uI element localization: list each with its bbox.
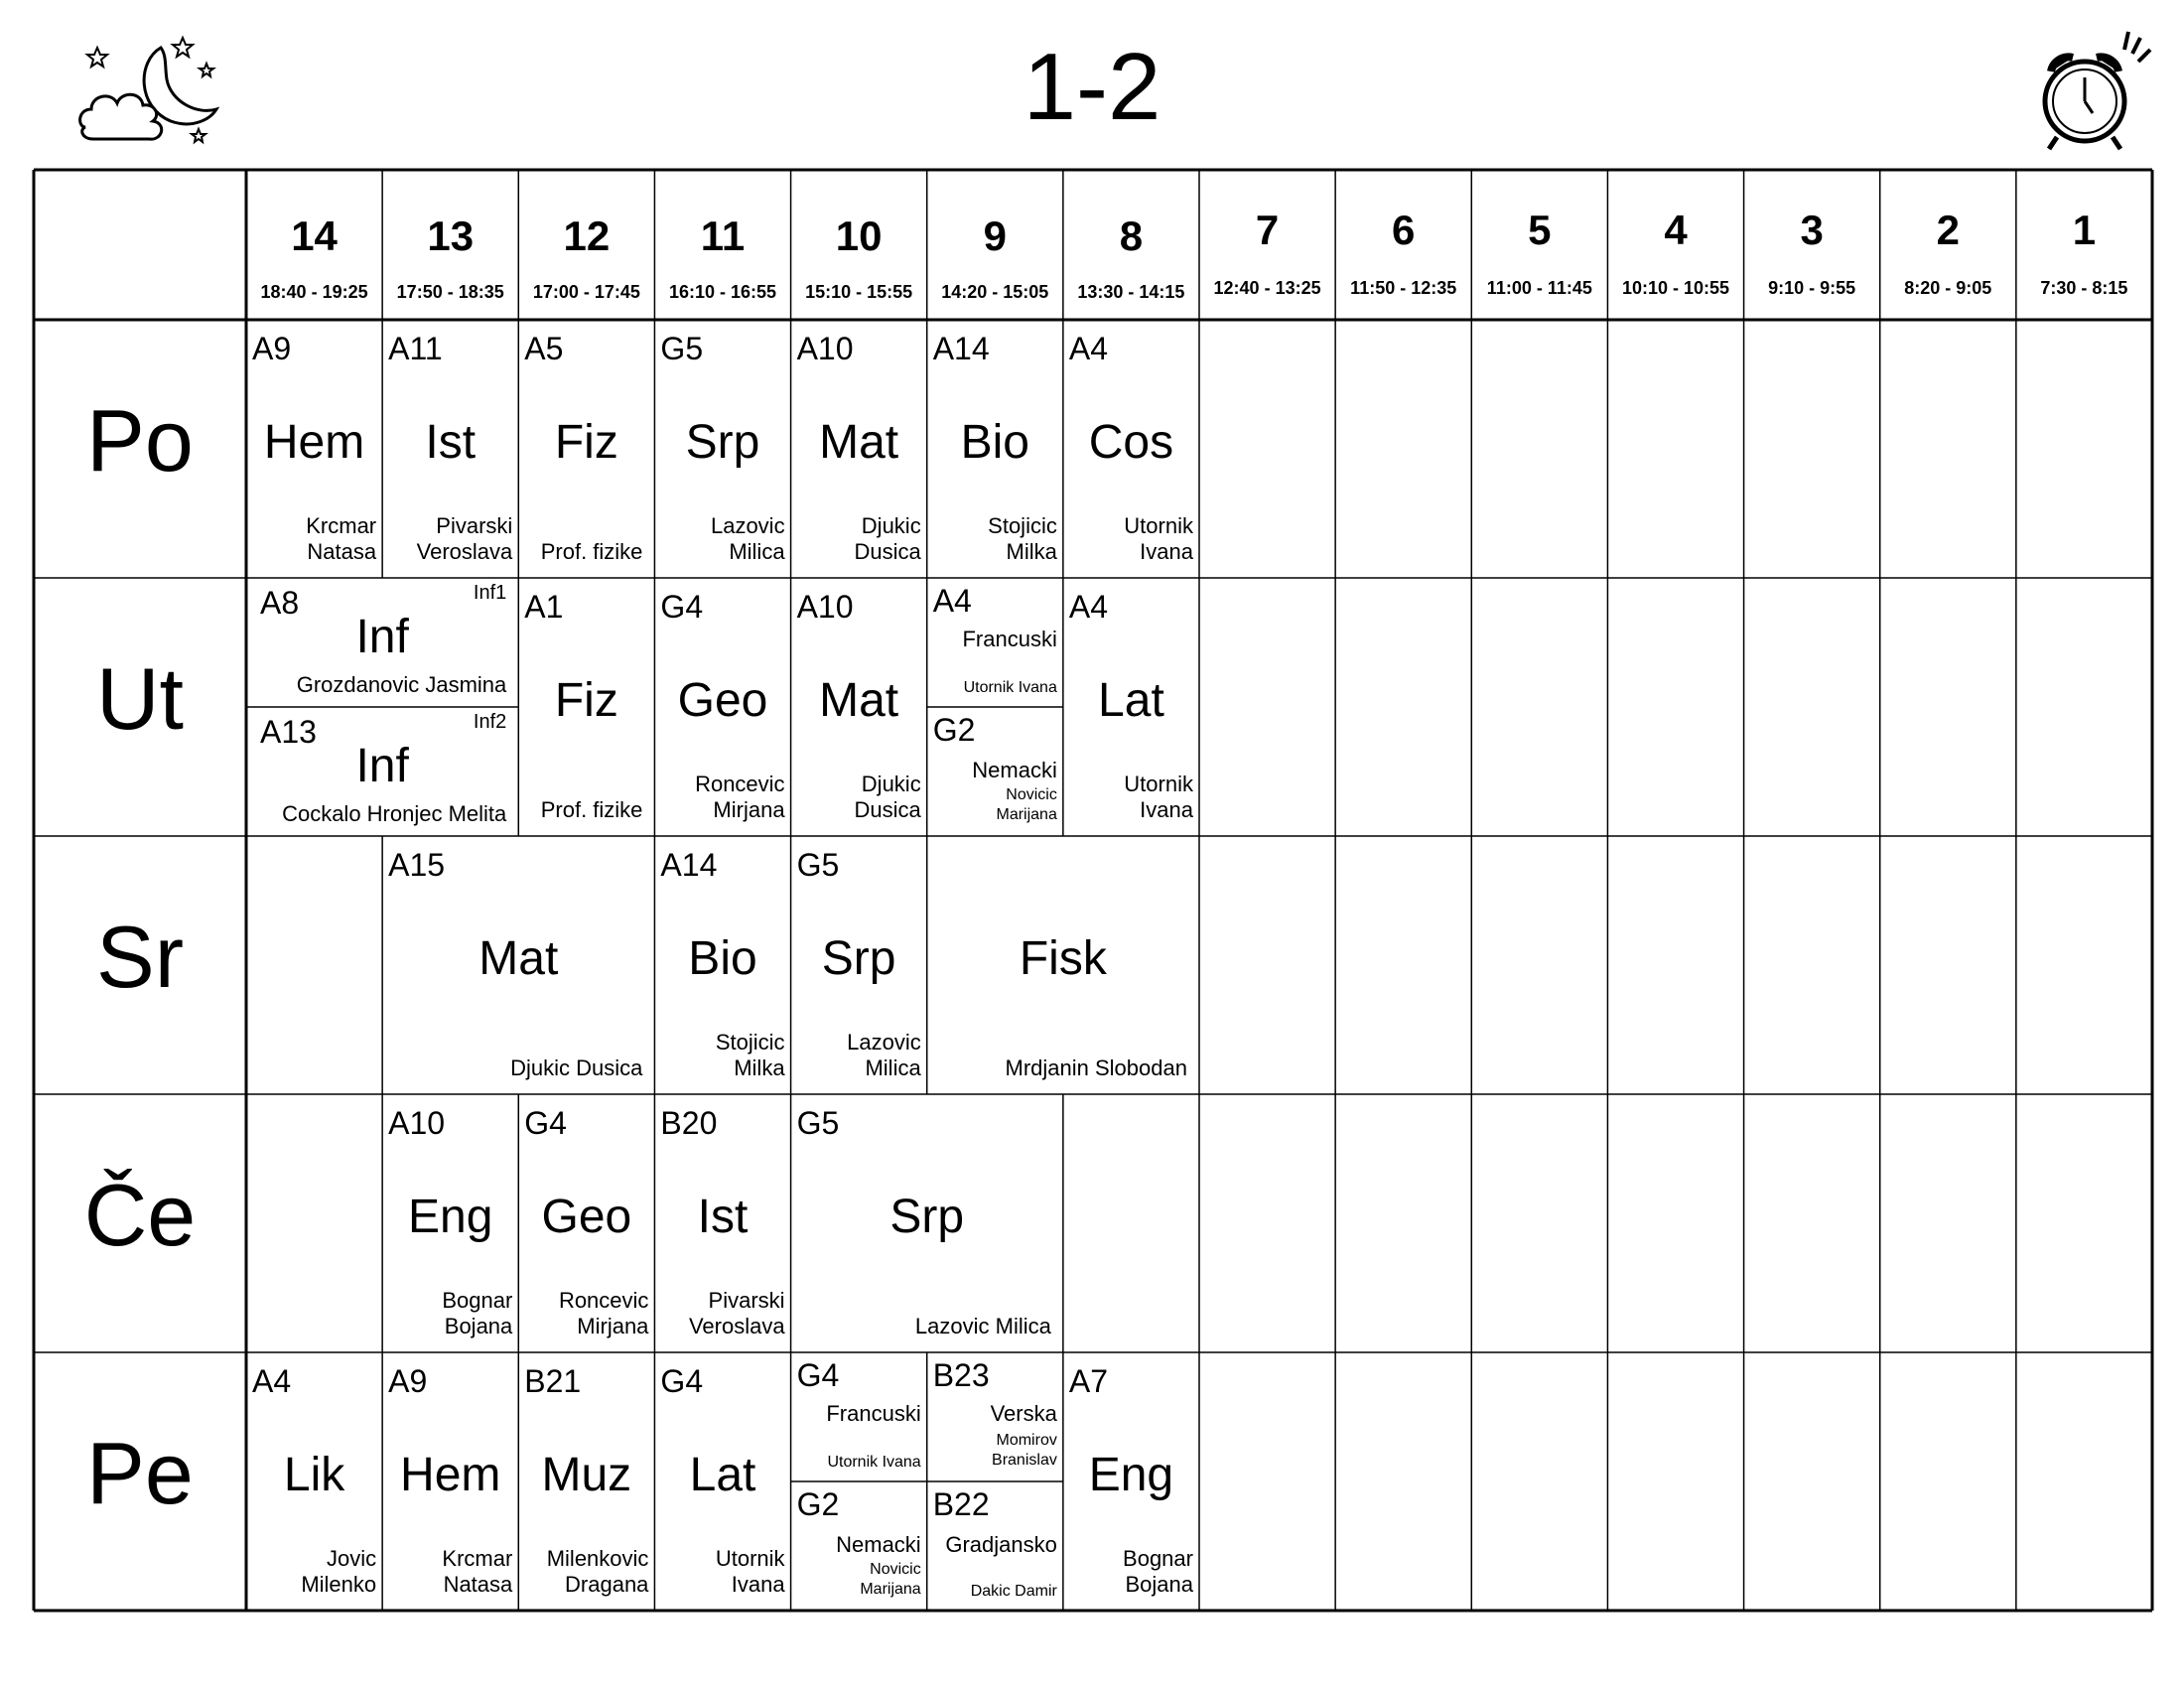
- teacher-line: Mirjana: [577, 1314, 649, 1338]
- room-code: A14: [932, 331, 990, 366]
- room-code: A10: [388, 1105, 446, 1141]
- teacher-line: Milka: [1006, 539, 1057, 564]
- lesson-cell: [518, 320, 654, 578]
- teacher-line: Djukic: [861, 772, 921, 796]
- day-label: [34, 836, 246, 1094]
- period-time: 18:40 - 19:25: [260, 282, 368, 302]
- lesson-cell: [518, 1352, 654, 1611]
- teacher-line: Utornik: [1124, 772, 1193, 796]
- lesson-cell: [654, 1094, 790, 1352]
- period-number: 3: [1800, 207, 1824, 253]
- subject-name: Muz: [541, 1449, 632, 1501]
- teacher-line: Dragana: [565, 1572, 649, 1597]
- room-code: G5: [796, 847, 840, 883]
- room-code: A10: [796, 331, 854, 366]
- room-code: G4: [524, 1105, 567, 1141]
- lesson-cell: [791, 836, 927, 1094]
- period-header: [1063, 170, 1199, 320]
- teacher-line-small: Marijana: [860, 1581, 921, 1598]
- subject-name: Bio: [688, 932, 757, 985]
- teacher-line: Stojicic: [715, 1030, 785, 1055]
- teacher-line-small: Branislav: [992, 1452, 1057, 1469]
- room-code: G2: [932, 712, 976, 748]
- lesson-cell: [791, 578, 927, 836]
- group-code: Inf2: [473, 711, 507, 733]
- teacher-line: Krcmar: [442, 1546, 513, 1571]
- room-code: A11: [388, 331, 443, 366]
- subject-name: Eng: [408, 1191, 493, 1243]
- lesson-cell: [1063, 578, 1199, 836]
- teacher-line: Pivarski: [708, 1288, 785, 1313]
- teacher-line: Jovic: [327, 1546, 377, 1571]
- room-code: G5: [796, 1105, 840, 1141]
- lesson-cell: [654, 1352, 790, 1611]
- subject-name: Lat: [689, 1449, 756, 1501]
- subject-name: Geo: [677, 674, 768, 727]
- room-code: G2: [796, 1486, 840, 1522]
- teacher-line: Utornik: [715, 1546, 785, 1571]
- period-header: [1880, 170, 2016, 320]
- teacher-line: Veroslava: [416, 539, 513, 564]
- period-time: 17:50 - 18:35: [396, 282, 504, 302]
- period-number: 9: [983, 212, 1007, 259]
- lesson-cell: [791, 320, 927, 578]
- teacher-line: Veroslava: [688, 1314, 785, 1338]
- teacher-line: Ivana: [731, 1572, 785, 1597]
- day-name: Če: [83, 1166, 197, 1264]
- period-header: [654, 170, 790, 320]
- teacher-line-small: Utornik Ivana: [963, 679, 1057, 696]
- room-code: A13: [260, 714, 317, 750]
- subject-name: Eng: [1088, 1449, 1174, 1501]
- lesson-cell: [654, 320, 790, 578]
- subject-name: Ist: [425, 416, 477, 469]
- period-number: 12: [563, 212, 611, 259]
- teacher-line: Ivana: [1140, 797, 1193, 822]
- day-name: Ut: [96, 649, 184, 748]
- lesson-cell: [382, 1094, 518, 1352]
- room-code: B21: [524, 1363, 582, 1399]
- lesson-cell: [791, 1481, 927, 1611]
- period-number: 14: [291, 212, 338, 259]
- lesson-cell: [518, 578, 654, 836]
- teacher-line: Stojicic: [988, 513, 1057, 538]
- teacher-line: Cockalo Hronjec Melita: [282, 801, 507, 826]
- teacher-line: Lazovic: [847, 1030, 921, 1055]
- period-time: 16:10 - 16:55: [668, 282, 777, 302]
- subject-name: Srp: [685, 416, 760, 469]
- teacher-line: Bojana: [1125, 1572, 1193, 1597]
- teacher-line-small: Momirov: [996, 1432, 1057, 1449]
- teacher-line-small: Novicic: [870, 1561, 921, 1578]
- teacher-line-small: Marijana: [996, 806, 1057, 823]
- group-code: Inf1: [473, 582, 507, 604]
- room-code: A5: [524, 331, 564, 366]
- day-label: [34, 320, 246, 578]
- teacher-line: Prof. fizike: [540, 797, 643, 822]
- teacher-line: Natasa: [443, 1572, 513, 1597]
- period-header: [1607, 170, 1743, 320]
- room-code: B20: [660, 1105, 718, 1141]
- period-header: [1199, 170, 1335, 320]
- period-time: 14:20 - 15:05: [941, 282, 1049, 302]
- lesson-cell: [246, 578, 518, 707]
- period-number: 7: [1255, 207, 1280, 253]
- subject-name: Fisk: [1019, 932, 1107, 985]
- teacher-line-small: Utornik Ivana: [827, 1454, 921, 1471]
- subject-name: Fiz: [554, 674, 618, 727]
- teacher-line: Roncevic: [558, 1288, 649, 1313]
- teacher-line: Bognar: [1123, 1546, 1193, 1571]
- subject-name: Mat: [819, 416, 899, 469]
- room-code: A4: [252, 1363, 292, 1399]
- lesson-cell: [382, 1352, 518, 1611]
- room-code: G4: [796, 1357, 840, 1393]
- period-number: 10: [835, 212, 883, 259]
- period-header: [1335, 170, 1471, 320]
- day-label: [34, 1352, 246, 1611]
- lesson-cell: [927, 1481, 1063, 1611]
- subject-name: Geo: [541, 1191, 632, 1243]
- teacher-line: Utornik: [1124, 513, 1193, 538]
- day-name: Pe: [86, 1424, 194, 1522]
- room-code: G4: [660, 1363, 704, 1399]
- teacher-line: Bognar: [442, 1288, 513, 1313]
- lesson-cell: [791, 1094, 1063, 1352]
- room-code: G4: [660, 589, 704, 625]
- teacher-line: Krcmar: [306, 513, 377, 538]
- period-time: 8:20 - 9:05: [1904, 278, 1992, 298]
- subject-name-small: Francuski: [826, 1401, 921, 1426]
- period-header: [927, 170, 1063, 320]
- period-number: 8: [1119, 212, 1144, 259]
- period-time: 15:10 - 15:55: [805, 282, 913, 302]
- lesson-cell: [246, 320, 382, 578]
- period-time: 13:30 - 14:15: [1077, 282, 1185, 302]
- teacher-line: Prof. fizike: [540, 539, 643, 564]
- room-code: A1: [524, 589, 564, 625]
- period-time: 11:50 - 12:35: [1350, 278, 1457, 298]
- room-code: A4: [932, 583, 972, 619]
- period-header: [1744, 170, 1880, 320]
- teacher-line: Milka: [734, 1055, 785, 1080]
- subject-name: Srp: [889, 1191, 965, 1243]
- period-header: [2016, 170, 2152, 320]
- room-code: A10: [796, 589, 854, 625]
- subject-name: Lat: [1098, 674, 1164, 727]
- subject-name: Fiz: [554, 416, 618, 469]
- period-header: [382, 170, 518, 320]
- subject-name: Hem: [263, 416, 365, 469]
- lesson-cell: [246, 1352, 382, 1611]
- period-number: 5: [1528, 207, 1552, 253]
- room-code: B22: [932, 1486, 990, 1522]
- teacher-line: Mrdjanin Slobodan: [1005, 1055, 1187, 1080]
- teacher-line: Grozdanovic Jasmina: [296, 672, 507, 697]
- period-number: 13: [427, 212, 475, 259]
- teacher-line: Bojana: [444, 1314, 513, 1338]
- teacher-line: Milica: [729, 539, 785, 564]
- room-code: A15: [388, 847, 446, 883]
- subject-name: Inf: [355, 740, 409, 792]
- period-number: 2: [1936, 207, 1960, 253]
- period-time: 7:30 - 8:15: [2040, 278, 2128, 298]
- lesson-cell: [518, 1094, 654, 1352]
- room-code: A4: [1068, 331, 1108, 366]
- lesson-cell: [927, 578, 1063, 707]
- subject-name: Bio: [960, 416, 1029, 469]
- lesson-cell: [927, 1352, 1063, 1481]
- period-header: [246, 170, 382, 320]
- room-code: A9: [388, 1363, 428, 1399]
- lesson-cell: [927, 707, 1063, 836]
- page-title: 1-2: [1023, 34, 1161, 140]
- teacher-line: Roncevic: [695, 772, 785, 796]
- day-label: [34, 578, 246, 836]
- subject-name-small: Verska: [990, 1401, 1057, 1426]
- lesson-cell: [654, 836, 790, 1094]
- subject-name: Srp: [821, 932, 896, 985]
- teacher-line: Pivarski: [436, 513, 513, 538]
- teacher-line: Mirjana: [713, 797, 785, 822]
- period-time: 10:10 - 10:55: [1621, 278, 1730, 298]
- period-header: [518, 170, 654, 320]
- subject-name-small: Nemacki: [836, 1532, 921, 1557]
- period-number: 4: [1664, 207, 1688, 253]
- period-number: 1: [2072, 207, 2097, 253]
- subject-name-small: Gradjansko: [945, 1532, 1057, 1557]
- lesson-cell: [382, 320, 518, 578]
- teacher-line-small: Novicic: [1006, 786, 1057, 803]
- subject-name: Inf: [355, 611, 409, 663]
- subject-name: Lik: [283, 1449, 345, 1501]
- teacher-line: Milenko: [301, 1572, 377, 1597]
- teacher-line: Djukic Dusica: [510, 1055, 643, 1080]
- subject-name: Hem: [400, 1449, 501, 1501]
- lesson-cell: [927, 836, 1199, 1094]
- room-code: A9: [252, 331, 292, 366]
- subject-name: Cos: [1088, 416, 1174, 469]
- room-code: G5: [660, 331, 704, 366]
- room-code: A8: [260, 585, 300, 621]
- lesson-cell: [1063, 320, 1199, 578]
- subject-name: Ist: [697, 1191, 749, 1243]
- period-time: 9:10 - 9:55: [1768, 278, 1856, 298]
- day-name: Po: [86, 391, 194, 490]
- subject-name-small: Francuski: [962, 627, 1057, 651]
- period-header: [791, 170, 927, 320]
- room-code: A7: [1068, 1363, 1108, 1399]
- teacher-line: Lazovic: [710, 513, 785, 538]
- lesson-cell: [927, 320, 1063, 578]
- lesson-cell: [791, 1352, 927, 1481]
- teacher-line: Dusica: [854, 797, 921, 822]
- room-code: A14: [660, 847, 718, 883]
- teacher-line: Ivana: [1140, 539, 1193, 564]
- teacher-line: Djukic: [861, 513, 921, 538]
- period-number: 11: [700, 212, 746, 259]
- teacher-line: Lazovic Milica: [914, 1314, 1051, 1338]
- day-label: [34, 1094, 246, 1352]
- lesson-cell: [382, 836, 654, 1094]
- period-number: 6: [1392, 207, 1416, 253]
- lesson-cell: [1063, 1352, 1199, 1611]
- subject-name: Mat: [478, 932, 559, 985]
- teacher-line-small: Dakic Damir: [970, 1583, 1057, 1600]
- subject-name-small: Nemacki: [972, 758, 1057, 782]
- room-code: B23: [932, 1357, 990, 1393]
- lesson-cell: [246, 707, 518, 836]
- day-name: Sr: [96, 908, 184, 1006]
- period-header: [1471, 170, 1607, 320]
- room-code: A4: [1068, 589, 1108, 625]
- teacher-line: Natasa: [307, 539, 377, 564]
- lesson-cell: [654, 578, 790, 836]
- teacher-line: Dusica: [854, 539, 921, 564]
- teacher-line: Milica: [865, 1055, 921, 1080]
- period-time: 17:00 - 17:45: [532, 282, 640, 302]
- teacher-line: Milenkovic: [546, 1546, 649, 1571]
- subject-name: Mat: [819, 674, 899, 727]
- period-time: 11:00 - 11:45: [1486, 278, 1592, 298]
- period-time: 12:40 - 13:25: [1213, 278, 1321, 298]
